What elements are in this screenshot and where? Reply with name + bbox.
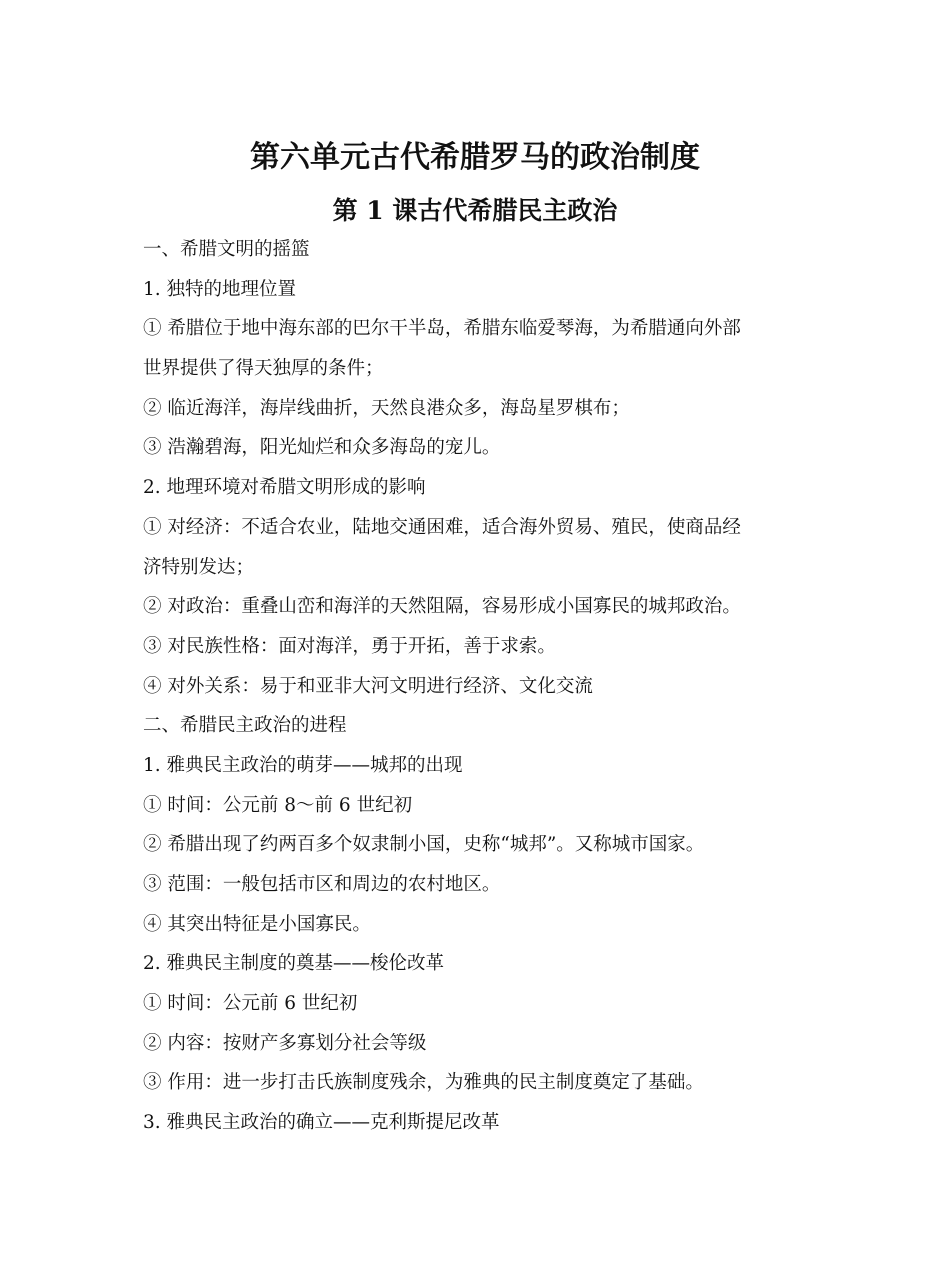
text-line: ① 时间：公元前 6 世纪初 [143,993,358,1015]
subsection-heading: 2. 地理环境对希腊文明形成的影响 [143,477,426,499]
text-line: 世界提供了得天独厚的条件； [143,358,384,380]
text-line: ③ 浩瀚碧海，阳光灿烂和众多海岛的宠儿。 [143,437,501,459]
text-line: ① 时间：公元前 8～前 6 世纪初 [143,794,413,816]
lesson-title: 第 1 课古代希腊民主政治 [332,196,618,225]
subsection-heading: 1. 独特的地理位置 [143,278,297,300]
text-line: ① 对经济：不适合农业，陆地交通困难，适合海外贸易、殖民，使商品经 [143,516,741,538]
subsection-heading: 1. 雅典民主政治的萌芽——城邦的出现 [143,754,463,776]
text-line: ③ 对民族性格：面对海洋，勇于开拓，善于求索。 [143,635,556,657]
text-line: ④ 对外关系：易于和亚非大河文明进行经济、文化交流 [143,675,593,697]
section-heading: 二、希腊民主政治的进程 [143,715,347,737]
unit-title: 第六单元古代希腊罗马的政治制度 [250,140,700,175]
text-line: 济特别发达； [143,556,255,578]
document-body [143,230,823,1143]
text-line: ③ 范围：一般包括市区和周边的农村地区。 [143,874,501,895]
text-line: ① 希腊位于地中海东部的巴尔干半岛，希腊东临爱琴海，为希腊通向外部 [143,318,741,340]
text-line: ② 对政治：重叠山峦和海洋的天然阻隔，容易形成小国寡民的城邦政治。 [143,596,741,618]
text-line: ② 内容：按财产多寡划分社会等级 [143,1032,427,1054]
text-line: ② 希腊出现了约两百多个奴隶制小国，史称“城邦”。又称城市国家。 [143,834,705,856]
subsection-heading: 3. 雅典民主政治的确立——克利斯提尼改革 [143,1112,500,1134]
section-heading: 一、希腊文明的摇篮 [143,239,310,260]
text-line: ② 临近海洋，海岸线曲折，天然良港众多，海岛星罗棋布； [143,397,630,419]
text-line: ④ 其突出特征是小国寡民。 [143,913,371,935]
subsection-heading: 2. 雅典民主制度的奠基——梭伦改革 [143,953,445,975]
text-line: ③ 作用：进一步打击氏族制度残余，为雅典的民主制度奠定了基础。 [143,1072,704,1094]
